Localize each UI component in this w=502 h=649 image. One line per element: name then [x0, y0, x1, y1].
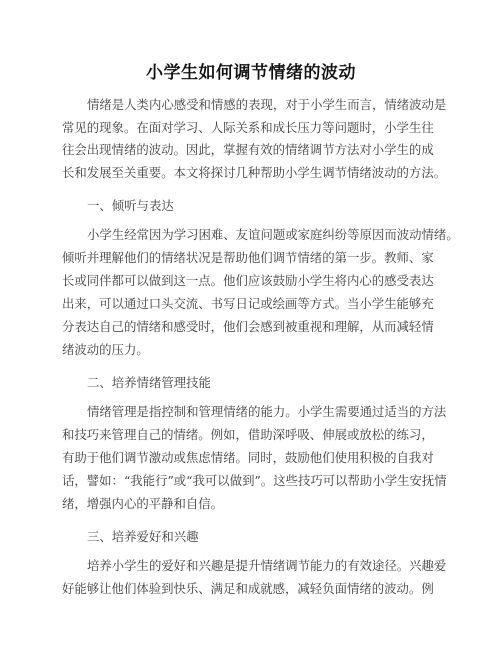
- paragraph-line: 长和发展至关重要。本文将探讨几种帮助小学生调节情绪波动的方法。: [62, 165, 447, 180]
- section-heading: 二、培养情绪管理技能: [87, 375, 211, 390]
- paragraph-line: 分表达自己的情绪和感受时，他们会感到被重视和理解，从而减轻情: [62, 319, 434, 334]
- paragraph-line: 绪波动的压力。: [62, 342, 149, 357]
- section-heading: 一、倾听与表达: [87, 198, 174, 213]
- paragraph-line: 好能够让他们体验到快乐、满足和成就感，减轻负面情绪的波动。例: [62, 581, 434, 596]
- paragraph-line: 小学生经常因为学习困难、友谊问题或家庭纠纷等原因而波动情绪。: [87, 227, 459, 242]
- paragraph-line: 培养小学生的爱好和兴趣是提升情绪调节能力的有效途径。兴趣爱: [87, 558, 447, 573]
- paragraph-line: 出来，可以通过口头交流、书写日记或绘画等方式。当小学生能够充: [62, 296, 434, 311]
- section-heading: 三、培养爱好和兴趣: [87, 529, 199, 544]
- paragraph-line: 长或同伴都可以做到这一点。他们应该鼓励小学生将内心的感受表达: [62, 273, 434, 288]
- paragraph-line: 和技巧来管理自己的情绪。例如，借助深呼吸、伸展或放松的练习，: [62, 427, 434, 442]
- paragraph-line: 常见的现象。在面对学习、人际关系和成长压力等问题时，小学生往: [62, 120, 434, 135]
- document-title: 小学生如何调节情绪的波动: [146, 63, 356, 83]
- paragraph-line: 倾听并理解他们的情绪状况是帮助他们调节情绪的第一步。教师、家: [62, 250, 434, 265]
- paragraph-line: 情绪是人类内心感受和情感的表现，对于小学生而言，情绪波动是: [87, 97, 447, 112]
- paragraph-line: 情绪管理是指控制和管理情绪的能力。小学生需要通过适当的方法: [87, 404, 447, 419]
- paragraph-line: 有助于他们调节激动或焦虑情绪。同时，鼓励他们使用积极的自我对: [62, 450, 434, 465]
- paragraph-line: 绪，增强内心的平静和自信。: [62, 496, 224, 511]
- paragraph-line: 话，譬如：“我能行”或“我可以做到”。这些技巧可以帮助小学生安抚情: [62, 473, 447, 488]
- paragraph-line: 往会出现情绪的波动。因此，掌握有效的情绪调节方法对小学生的成: [62, 142, 434, 157]
